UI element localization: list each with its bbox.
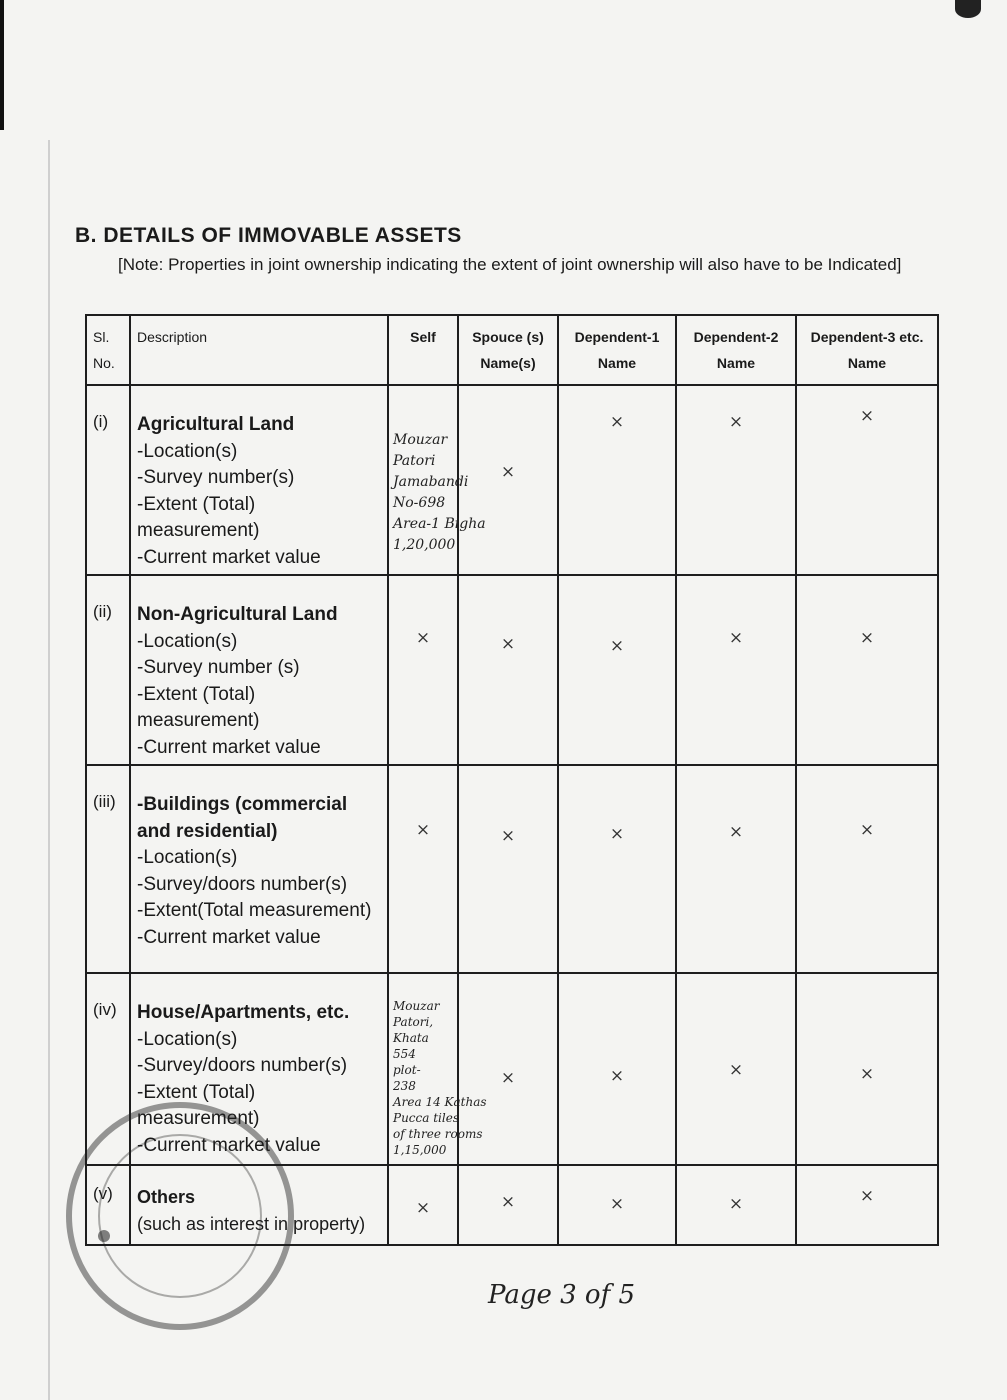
spouse-cross-mark: × — [458, 385, 558, 575]
page-number-note: Page 3 of 5 — [488, 1280, 636, 1310]
row-item: -Extent (Total) measurement) — [137, 493, 260, 541]
handwritten-line: Jamabandi — [393, 474, 469, 490]
header-description: Description — [130, 315, 388, 385]
handwritten-line: Mouzar — [393, 999, 440, 1013]
handwritten-line: Patori — [393, 453, 436, 469]
dependent-2-cross-mark: × — [676, 385, 796, 575]
row-item: -Current market value — [137, 546, 321, 568]
dependent-3-cross-mark: × — [796, 385, 938, 575]
row-item: -Current market value — [137, 736, 321, 758]
self-cross-mark: × — [388, 765, 458, 973]
row-item: -Current market value — [137, 1134, 321, 1156]
handwritten-line: Area-1 Bigha — [393, 516, 486, 532]
row-item: -Survey number(s) — [137, 467, 295, 488]
page-fold-line — [48, 140, 50, 1400]
dependent-3-cross-mark: × — [796, 1165, 938, 1245]
dependent-1-cross-mark: × — [558, 1165, 676, 1245]
header-self: Self — [388, 315, 458, 385]
header-row — [86, 315, 938, 385]
handwritten-line: Area 14 Kathas — [393, 1095, 487, 1109]
row-title: Agricultural Land — [137, 414, 295, 435]
handwritten-line: 554 — [393, 1047, 416, 1061]
row-description — [130, 765, 388, 973]
table-row-buildings — [86, 765, 938, 973]
row-item: -Extent(Total measurement) — [137, 900, 372, 921]
self-handwritten-entry — [388, 973, 487, 1165]
seal-inner-ring — [98, 1134, 262, 1298]
header-dependent-1: Dependent-1 Name — [558, 315, 676, 385]
self-handwritten-entry — [388, 385, 486, 575]
dependent-2-cross-mark: × — [676, 575, 796, 765]
handwritten-line: plot- — [393, 1063, 421, 1077]
header-dependent-2: Dependent-2 Name — [676, 315, 796, 385]
spouse-cross-mark: × — [458, 575, 558, 765]
handwritten-line: of three rooms — [393, 1127, 483, 1141]
spouse-cross-mark: × — [458, 1165, 558, 1245]
joint-ownership-note: [Note: Properties in joint ownership indicating the extent of joint ownership will also have to be Indicated] — [118, 255, 902, 274]
table-row-agricultural-land — [86, 385, 938, 575]
dependent-2-cross-mark: × — [676, 1165, 796, 1245]
scan-corner-blot — [955, 0, 981, 18]
dependent-1-cross-mark: × — [558, 765, 676, 973]
official-seal-stamp — [66, 1102, 294, 1330]
row-title: Others — [137, 1187, 196, 1207]
row-serial: (v) — [86, 1165, 130, 1245]
row-title: Non-Agricultural Land — [137, 604, 338, 625]
scan-edge-line — [0, 0, 4, 130]
dependent-1-cross-mark: × — [558, 575, 676, 765]
row-item: -Location(s) — [137, 1028, 238, 1050]
row-item: -Extent (Total) measurement) — [137, 1081, 260, 1129]
row-item: -Location(s) — [137, 440, 238, 462]
handwritten-line: Patori, — [393, 1015, 434, 1029]
handwritten-line: Mouzar — [393, 432, 448, 448]
row-description — [130, 385, 388, 575]
row-item: -Current market value — [137, 926, 321, 948]
handwritten-line: 1,20,000 — [393, 537, 456, 553]
row-item: (such as interest in property) — [137, 1213, 366, 1234]
row-serial: (i) — [86, 385, 130, 575]
row-serial: (ii) — [86, 575, 130, 765]
row-description — [130, 575, 388, 765]
self-cross-mark: × — [388, 1165, 458, 1245]
header-spouse: Spouce (s) Name(s) — [458, 315, 558, 385]
row-title: -Buildings (commercial and residential) — [137, 794, 348, 842]
row-item: -Location(s) — [137, 847, 238, 868]
row-item: -Extent (Total) measurement) — [137, 683, 260, 731]
row-item: -Survey number (s) — [137, 657, 300, 678]
handwritten-line: 238 — [393, 1079, 416, 1093]
row-serial: (iv) — [86, 973, 130, 1165]
seal-dot — [98, 1230, 110, 1242]
row-item: -Location(s) — [137, 630, 238, 652]
section-title: B. DETAILS OF IMMOVABLE ASSETS — [75, 224, 462, 247]
dependent-3-cross-mark: × — [796, 575, 938, 765]
handwritten-line: Pucca tiles — [393, 1111, 459, 1125]
handwritten-line: Khata — [393, 1031, 429, 1045]
row-title: House/Apartments, etc. — [137, 1002, 350, 1023]
row-serial: (iii) — [86, 765, 130, 973]
row-item: -Survey/doors number(s) — [137, 1055, 348, 1076]
table-row-non-agricultural-land — [86, 575, 938, 765]
self-cross-mark: × — [388, 575, 458, 765]
handwritten-line: 1,15,000 — [393, 1143, 447, 1157]
header-sl-no: Sl. No. — [86, 315, 130, 385]
row-item: -Survey/doors number(s) — [137, 873, 348, 895]
header-dependent-3: Dependent-3 etc. Name — [796, 315, 938, 385]
dependent-1-cross-mark: × — [558, 973, 676, 1165]
dependent-1-cross-mark: × — [558, 385, 676, 575]
dependent-2-cross-mark: × — [676, 973, 796, 1165]
spouse-cross-mark: × — [458, 973, 558, 1165]
dependent-3-cross-mark: × — [796, 973, 938, 1165]
dependent-2-cross-mark: × — [676, 765, 796, 973]
spouse-cross-mark: × — [458, 765, 558, 973]
handwritten-line: No-698 — [393, 495, 446, 511]
dependent-3-cross-mark: × — [796, 765, 938, 973]
